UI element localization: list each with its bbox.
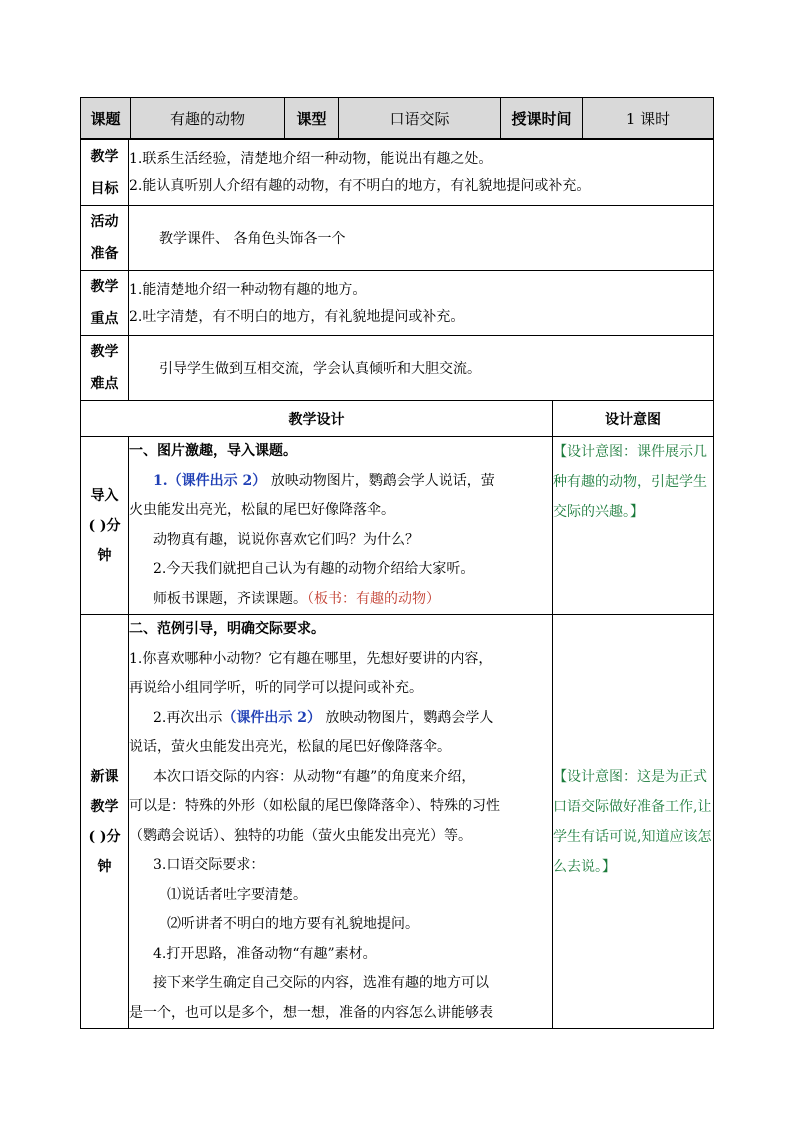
- objectives-label-line1: 教学: [90, 148, 119, 165]
- section2-line11: 4.打开思路，准备动物“有趣”素材。: [153, 945, 377, 962]
- focus-label: [81, 271, 129, 336]
- section1-p1-text-b: 火虫能发出亮光，松鼠的尾巴好像降落伞。: [129, 502, 395, 518]
- main-table: [80, 139, 714, 1029]
- section2-line7: （鹦鹉会说话）、独特的功能（萤火虫能发出亮光）等。: [129, 827, 472, 844]
- prep-label: [81, 206, 129, 271]
- section2-intent: 【设计意图：这是为正式口语交际做好准备工作,让学生有话可说,知道应该怎么去说。】: [553, 615, 714, 1029]
- section2-line8: 3.口语交际要求：: [153, 857, 265, 873]
- section2-label-line4: 钟: [97, 858, 112, 875]
- difficulty-label-line2: 难点: [90, 376, 119, 392]
- section1-label-line1: 导入: [90, 487, 119, 504]
- section2-courseware-tag: （课件出示 2）: [222, 709, 321, 726]
- section1-para2: 动物真有趣，说说你喜欢它们吗？为什么？: [153, 531, 419, 548]
- objectives-row: [81, 140, 714, 206]
- section2-line3: [129, 704, 552, 734]
- focus-1: 1.能清楚地介绍一种动物有趣的地方。: [129, 282, 367, 298]
- objectives-label-line2: 目标: [90, 180, 119, 197]
- prep-text: 教学课件、 各角色头饰各一个: [159, 231, 346, 247]
- section2-line6: 可以是：特殊的外形（如松鼠的尾巴像降落伞）、特殊的习性: [129, 798, 500, 814]
- focus-2: 2.吐字清楚，有不明白的地方，有礼貌地提问或补充。: [129, 309, 465, 325]
- focus-label-line1: 教学: [90, 279, 119, 295]
- section1-p1-text-a: 放映动物图片，鹦鹉会学人说话，萤: [266, 472, 495, 489]
- section2-line12: 接下来学生确定自己交际的内容，选准有趣的地方可以: [153, 975, 489, 991]
- section1-title: 一、图片激趣，导入课题。: [129, 443, 297, 459]
- section1-p1-num: 1.: [153, 472, 168, 489]
- section1-para1: [129, 467, 552, 497]
- difficulty-row: [81, 336, 714, 401]
- difficulty-content: [129, 336, 714, 401]
- section2-l3-text-a: 2.再次出示: [153, 709, 223, 726]
- focus-row: [81, 271, 714, 336]
- prep-content: [129, 206, 714, 271]
- section2-line1: 1.你喜欢哪种小动物？它有趣在哪里，先想好要讲的内容，: [129, 650, 493, 667]
- section1-row: [81, 437, 714, 615]
- section1-para3: 2.今天我们就把自己认为有趣的动物介绍给大家听。: [153, 561, 475, 577]
- section2-label-line3: ( )分: [88, 828, 121, 845]
- section2-label-line2: 教学: [90, 798, 119, 815]
- section2-line5: 本次口语交际的内容：从动物“有趣”的角度来介绍，: [153, 768, 476, 785]
- objectives-content: [129, 140, 714, 206]
- section1-para4: [129, 585, 552, 615]
- prep-label-line1: 活动: [90, 214, 119, 230]
- section2-line9: ⑴说话者吐字要清楚。: [167, 886, 307, 903]
- section2-line4: 说话，萤火虫能发出亮光，松鼠的尾巴好像降落伞。: [129, 739, 451, 755]
- objective-1: 1.联系生活经验，清楚地介绍一种动物，能说出有趣之处。: [129, 151, 493, 167]
- prep-row: [81, 206, 714, 271]
- focus-content: [129, 271, 714, 336]
- time-value: 1 课时: [583, 98, 714, 139]
- type-label: 课型: [285, 98, 339, 139]
- type-value: 口语交际: [339, 98, 501, 139]
- difficulty-label-line1: 教学: [90, 344, 119, 360]
- section2-label: [81, 615, 129, 1029]
- section1-courseware-tag: （课件出示 2）: [167, 472, 267, 489]
- section2-l3-text-b: 放映动物图片，鹦鹉会学人: [320, 709, 494, 726]
- section1-label-line3: 钟: [97, 547, 112, 564]
- difficulty-label: [81, 336, 129, 401]
- time-label: 授课时间: [501, 98, 583, 139]
- header-table: [80, 97, 714, 139]
- section1-label-line2: ( )分: [88, 517, 121, 534]
- section1-p4-text: 师板书课题，齐读课题。: [153, 590, 307, 607]
- section2-content: [129, 615, 553, 1029]
- objective-2: 2.能认真听别人介绍有趣的动物，有不明白的地方，有礼貌地提问或补充。: [129, 178, 591, 194]
- section1-intent: 【设计意图：课件展示几种有趣的动物，引起学生交际的兴趣。】: [553, 437, 714, 615]
- section2-line10: ⑵听讲者不明白的地方要有礼貌地提问。: [167, 916, 419, 932]
- section2-title: 二、范例引导，明确交际要求。: [129, 621, 325, 637]
- column-header-row: [81, 401, 714, 437]
- focus-label-line2: 重点: [90, 311, 119, 327]
- section2-row: [81, 615, 714, 1029]
- design-column-heading: 教学设计: [81, 401, 553, 437]
- section2-line13: 是一个，也可以是多个，想一想，准备的内容怎么讲能够表: [129, 1004, 493, 1021]
- prep-label-line2: 准备: [90, 246, 119, 262]
- section2-line2: 再说给小组同学听，听的同学可以提问或补充。: [129, 680, 423, 696]
- section1-label: [81, 437, 129, 615]
- section2-label-line1: 新课: [90, 768, 119, 785]
- topic-label: 课题: [81, 98, 131, 139]
- difficulty-text: 引导学生做到互相交流，学会认真倾听和大胆交流。: [159, 361, 481, 377]
- intent-column-heading: 设计意图: [553, 401, 714, 437]
- section1-content: [129, 437, 553, 615]
- section1-board-tag: （板书：有趣的动物）: [307, 590, 440, 607]
- objectives-label: [81, 140, 129, 206]
- topic-value: 有趣的动物: [131, 98, 285, 139]
